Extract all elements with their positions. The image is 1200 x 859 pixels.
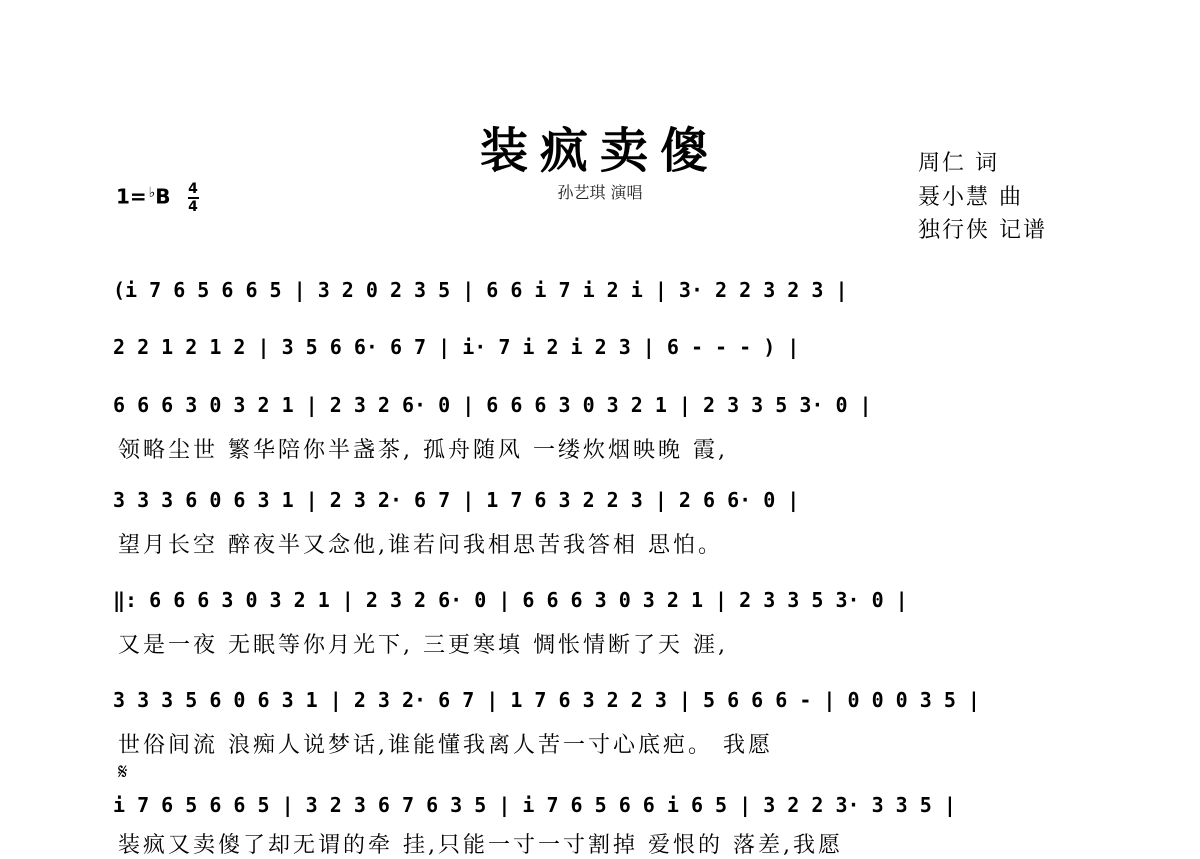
key-note: B — [155, 184, 171, 209]
performer: 孙艺琪 演唱 — [557, 183, 643, 202]
lyrics-line-3: 领略尘世 繁华陪你半盏茶, 孤舟随风 一缕炊烟映晚 霞, — [118, 438, 728, 463]
time-signature-top: 4 — [188, 181, 198, 197]
time-signature-bottom: 4 — [188, 199, 198, 215]
lyrics-line-6: 世俗间流 浪痴人说梦话,谁能懂我离人苦一寸心底疤。 我愿 — [118, 733, 773, 758]
lyrics-line-7: 装疯又卖傻了却无谓的牵 挂,只能一寸一寸割掉 爱恨的 落差,我愿 — [118, 833, 843, 858]
notation-line-2: 2 2 1 2 1 2 | 3 5 6 6· 6 7 | i· 7 i 2 i 2 3 | 6 - - - ) | — [113, 335, 800, 359]
key-label: 1= — [116, 184, 147, 209]
notation-line-4: 3 3 3 6 0 6 3 1 | 2 3 2· 6 7 | 1 7 6 3 2 2 3 | 2 6 6· 0 | — [113, 488, 800, 512]
notation-line-5: ‖: 6 6 6 3 0 3 2 1 | 2 3 2 6· 0 | 6 6 6 3 0 3 2 1 | 2 3 3 5 3· 0 | — [113, 588, 908, 612]
time-signature — [188, 182, 199, 214]
notation-line-3: 6 6 6 3 0 3 2 1 | 2 3 2 6· 0 | 6 6 6 3 0 3 2 1 | 2 3 3 5 3· 0 | — [113, 393, 872, 417]
key-signature — [116, 182, 199, 214]
credit-composer: 聂小慧 曲 — [918, 185, 1023, 210]
notation-line-7: i 7 6 5 6 6 5 | 3 2 3 6 7 6 3 5 | i 7 6 5 6 6 i 6 5 | 3 2 2 3· 3 3 5 | — [113, 793, 956, 817]
song-title: 装疯卖傻 — [479, 123, 720, 179]
lyrics-line-5: 又是一夜 无眠等你月光下, 三更寒填 惆怅情断了天 涯, — [118, 633, 728, 658]
lyrics-line-4: 望月长空 醉夜半又念他,谁若问我相思苦我答相 思怕。 — [118, 533, 723, 558]
credit-transcriber: 独行侠 记谱 — [918, 218, 1047, 243]
segno-sign: 𝄋 — [118, 760, 128, 785]
notation-line-6: 3 3 3 5 6 0 6 3 1 | 2 3 2· 6 7 | 1 7 6 3 2 2 3 | 5 6 6 6 - | 0 0 0 3 5 | — [113, 688, 980, 712]
flat-sign: ♭ — [148, 184, 156, 201]
notation-line-1: (i 7 6 5 6 6 5 | 3 2 0 2 3 5 | 6 6 i 7 i 2 i | 3· 2 2 3 2 3 | — [113, 278, 848, 302]
credit-lyricist: 周仁 词 — [918, 151, 999, 176]
